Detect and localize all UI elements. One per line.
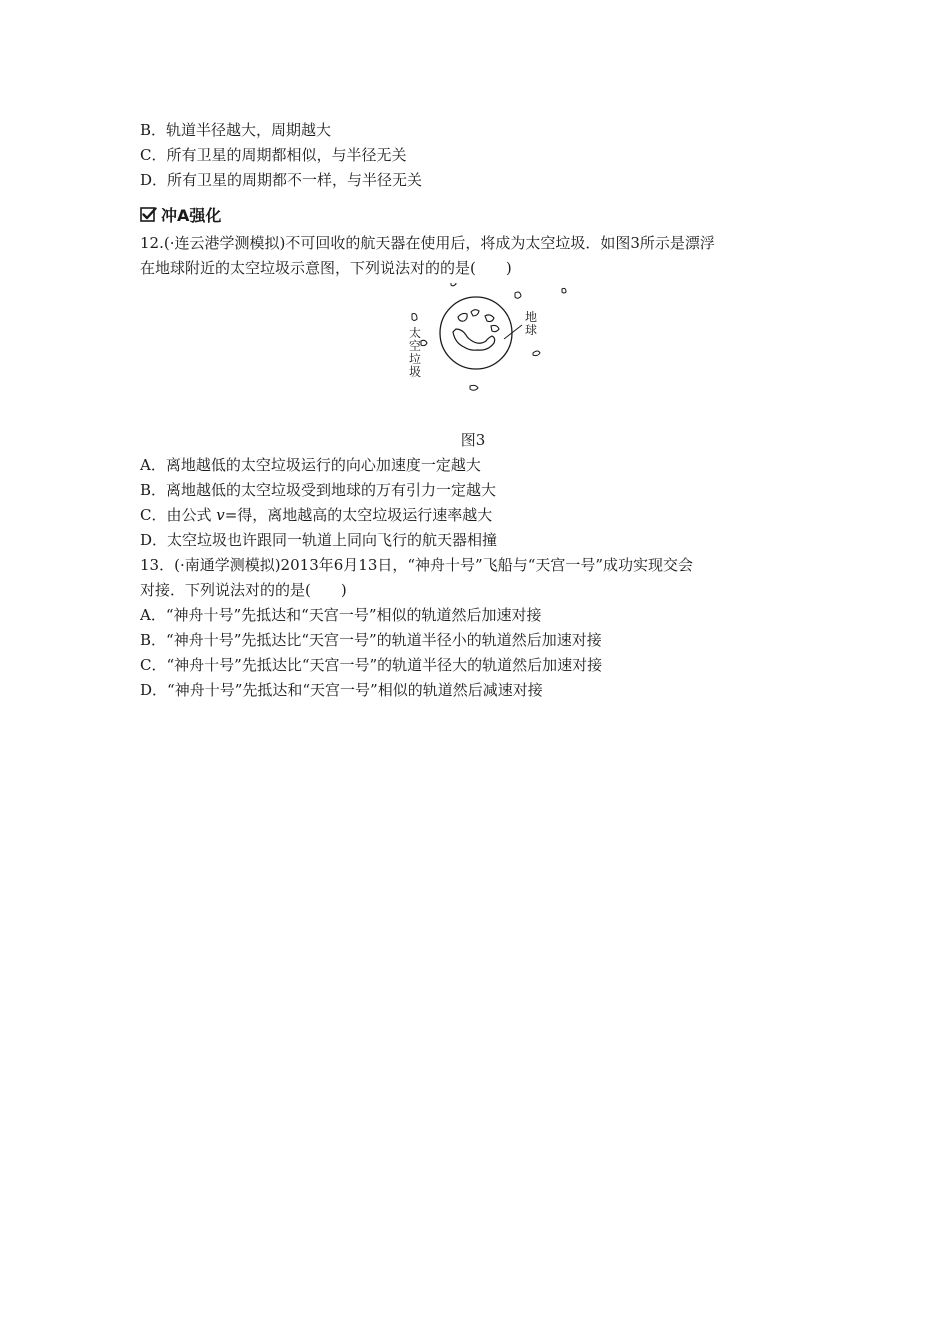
continent-shape [491,325,499,331]
q12-stem-line1: 12.(·连云港学测模拟)不可回收的航天器在使用后，将成为太空垃圾．如图3所示是漂浮 [140,234,715,252]
velocity-symbol: v [216,506,225,524]
earth-debris-diagram [398,283,568,401]
q13-option-a: A．“神舟十号”先抵达和“天宫一号”相似的轨道然后加速对接 [140,606,542,624]
figure-space-debris [140,281,820,431]
q12-stem-line2: 在地球附近的太空垃圾示意图，下列说法对的的是( ) [140,259,512,277]
option-c-prefix: C．由公式 [140,506,217,524]
q13-option-d: D．“神舟十号”先抵达和“天宫一号”相似的轨道然后减速对接 [140,681,543,699]
continent-shape [453,329,495,350]
section-title: 冲A强化 [161,205,222,225]
debris-piece [515,292,521,298]
option-c-suffix: =得，离地越高的太空垃圾运行速率越大 [224,506,493,524]
earth-leader-line [504,325,522,339]
prev-option-c: C．所有卫星的周期都相似，与半径无关 [140,146,407,164]
q12-option-a: A．离地越低的太空垃圾运行的向心加速度一定越大 [140,456,481,474]
debris-piece [533,351,540,356]
debris-piece [412,314,417,321]
checkbox-checked-icon [140,206,157,223]
document-page [140,118,820,703]
continent-shape [458,313,467,321]
section-header [140,201,820,227]
prev-option-b: B．轨道半径越大，周期越大 [140,121,332,139]
prev-option-d: D．所有卫星的周期都不一样，与半径无关 [140,171,423,189]
q12-option-c [140,503,820,528]
earth-circle [440,297,512,369]
q12-option-b: B．离地越低的太空垃圾受到地球的万有引力一定越大 [140,481,497,499]
label-space-debris: 太空垃圾 [408,326,421,379]
q13-option-c: C．“神舟十号”先抵达比“天宫一号”的轨道半径大的轨道然后加速对接 [140,656,603,674]
debris-piece [562,288,566,293]
debris-piece [451,283,456,286]
q13-stem-line2: 对接．下列说法对的的是( ) [140,581,347,599]
q13-option-b: B．“神舟十号”先抵达比“天宫一号”的轨道半径小的轨道然后加速对接 [140,631,602,649]
debris-piece [470,385,478,390]
q12-option-d: D．太空垃圾也许跟同一轨道上同向飞行的航天器相撞 [140,531,498,549]
figure-caption: 图3 [460,431,486,449]
continent-shape [485,315,494,322]
q13-stem-line1: 13．(·南通学测模拟)2013年6月13日，“神舟十号”飞船与“天宫一号”成功实现交会 [140,556,694,574]
label-earth: 地球 [524,310,537,337]
continent-shape [471,310,479,316]
